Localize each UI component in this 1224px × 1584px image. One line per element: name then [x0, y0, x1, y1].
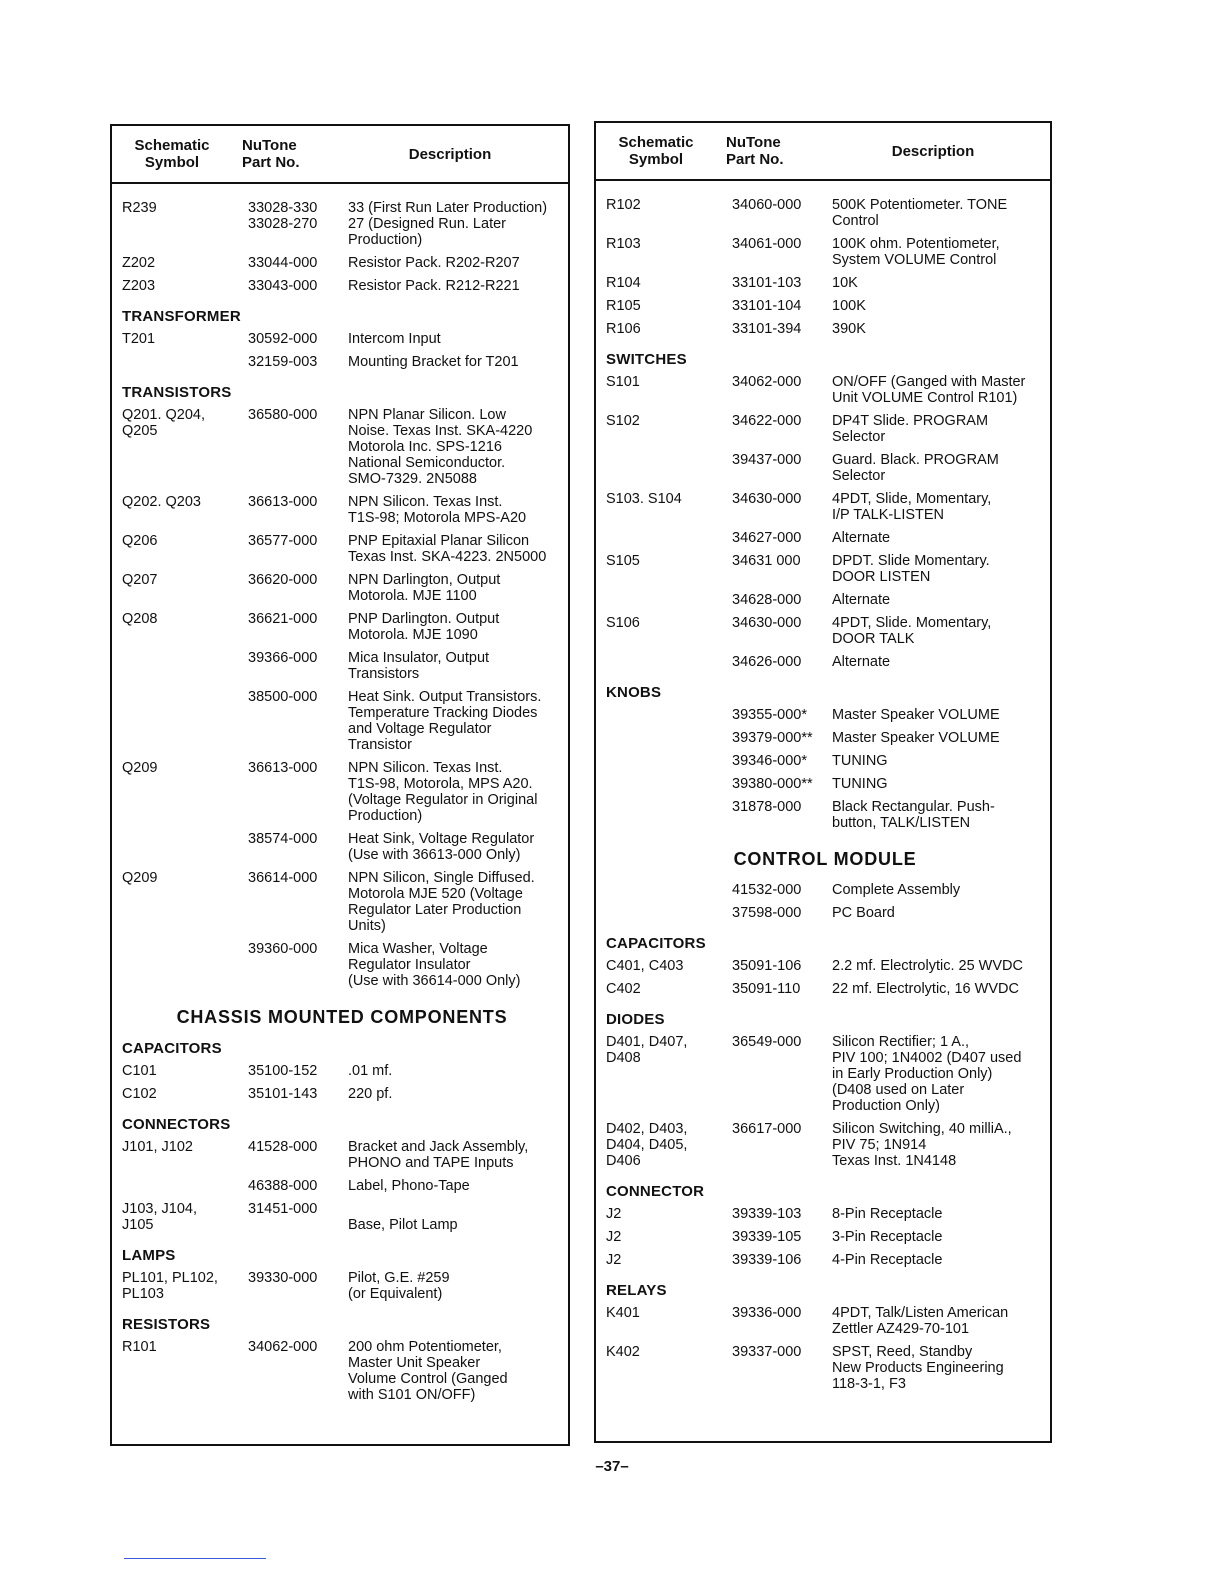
- rows-top: [122, 200, 562, 294]
- section-diodes: DIODES: [606, 1011, 665, 1028]
- parts-table-left: [110, 124, 570, 1446]
- schematic-symbol: Q201. Q204, Q205: [122, 407, 206, 439]
- chassis-mounted-title: CHASSIS MOUNTED COMPONENTS: [176, 1007, 508, 1027]
- table-row: [122, 200, 562, 248]
- rows-knobs: [606, 707, 1044, 831]
- description: 2.2 mf. Electrolytic. 25 WVDC: [832, 958, 1023, 974]
- part-number: 36620-000: [248, 572, 318, 588]
- footnote-divider: [124, 1558, 266, 1559]
- table-row: [606, 799, 1044, 831]
- table-row: [606, 1206, 1044, 1222]
- description: 4PDT, Slide. Momentary, DOOR TALK: [832, 615, 992, 647]
- rows-resistors: [122, 1339, 562, 1403]
- part-number: 39339-106: [732, 1252, 802, 1268]
- description: Alternate: [832, 530, 891, 546]
- part-number: 38500-000: [248, 689, 318, 705]
- table-row: [606, 958, 1044, 974]
- header-schematic-symbol: Schematic Symbol: [134, 137, 210, 171]
- part-number: 38574-000: [248, 831, 318, 847]
- section-connector: CONNECTOR: [606, 1183, 705, 1200]
- description: PNP Epitaxial Planar Silicon Texas Inst. SKA-4223. 2N5000: [348, 533, 547, 565]
- part-number: 32159-003: [248, 354, 318, 370]
- table-row: [122, 1201, 562, 1233]
- description: Intercom Input: [348, 331, 441, 347]
- section-transformer: TRANSFORMER: [122, 308, 241, 325]
- part-number: 34630-000: [732, 491, 802, 507]
- table-row: [606, 654, 1044, 670]
- description: Complete Assembly: [832, 882, 961, 898]
- part-number: 34062-000: [248, 1339, 318, 1355]
- description: 390K: [832, 321, 866, 337]
- description: PC Board: [832, 905, 895, 921]
- table-row: [606, 1034, 1044, 1114]
- rows-connectors: [122, 1139, 562, 1233]
- header-part-no: NuTone Part No.: [242, 137, 300, 171]
- table-row: [122, 760, 562, 824]
- part-number: 33043-000: [248, 278, 318, 294]
- description: Heat Sink, Voltage Regulator (Use with 36613-000 Only): [348, 831, 535, 863]
- part-number: 34626-000: [732, 654, 802, 670]
- section-capacitors: CAPACITORS: [606, 935, 706, 952]
- section-transistors: TRANSISTORS: [122, 384, 232, 401]
- table-row: [606, 452, 1044, 484]
- rows-top: [606, 197, 1044, 337]
- table-row: [122, 1063, 562, 1079]
- part-number: 46388-000: [248, 1178, 318, 1194]
- part-number: 31451-000: [248, 1201, 318, 1217]
- schematic-symbol: [606, 776, 732, 792]
- description: Guard. Black. PROGRAM Selector: [832, 452, 999, 484]
- part-number: 39366-000: [248, 650, 318, 666]
- header-description: Description: [408, 145, 492, 163]
- table-row: [122, 1086, 562, 1102]
- schematic-symbol: S102: [606, 413, 640, 429]
- table-row: [606, 981, 1044, 997]
- table-row: [606, 236, 1044, 268]
- description: Mica Insulator, Output Transistors: [348, 650, 490, 682]
- schematic-symbol: [122, 650, 248, 682]
- description: PNP Darlington. Output Motorola. MJE 1090: [348, 611, 500, 643]
- description: 100K: [832, 298, 866, 314]
- table-row: [606, 197, 1044, 229]
- part-number: 34062-000: [732, 374, 802, 390]
- section-capacitors: CAPACITORS: [122, 1040, 222, 1057]
- table-row: [122, 1270, 562, 1302]
- table-row: [122, 278, 562, 294]
- table-row: [122, 494, 562, 526]
- schematic-symbol: Z203: [122, 278, 156, 294]
- part-number: 39346-000*: [732, 753, 807, 769]
- section-switches: SWITCHES: [606, 351, 687, 368]
- table-row: [606, 753, 1044, 769]
- schematic-symbol: D401, D407, D408: [606, 1034, 688, 1066]
- table-row: [122, 1339, 562, 1403]
- part-number: 39437-000: [732, 452, 802, 468]
- part-number: 36549-000: [732, 1034, 802, 1050]
- description: 220 pf.: [348, 1086, 393, 1102]
- rows-capacitors: [606, 958, 1044, 997]
- schematic-symbol: Q207: [122, 572, 158, 588]
- part-number: 31878-000: [732, 799, 802, 815]
- schematic-symbol: [606, 753, 732, 769]
- schematic-symbol: [606, 592, 732, 608]
- table-row: [122, 1178, 562, 1194]
- schematic-symbol: R106: [606, 321, 641, 337]
- header-description: Description: [891, 142, 975, 160]
- description: 4PDT, Slide, Momentary, I/P TALK-LISTEN: [832, 491, 992, 523]
- schematic-symbol: [606, 905, 732, 921]
- description: Resistor Pack. R212-R221: [348, 278, 520, 294]
- part-number: 39379-000**: [732, 730, 813, 746]
- table-header: [596, 123, 1050, 181]
- schematic-symbol: Q209: [122, 760, 158, 776]
- table-row: [122, 1139, 562, 1171]
- part-number: 39339-105: [732, 1229, 802, 1245]
- header-part-no: NuTone Part No.: [726, 134, 784, 168]
- description: 4PDT, Talk/Listen American Zettler AZ429-70-101: [832, 1305, 1009, 1337]
- part-number: 34060-000: [732, 197, 802, 213]
- description: NPN Silicon. Texas Inst. T1S-98; Motorola MPS-A20: [348, 494, 527, 526]
- rows-diodes: [606, 1034, 1044, 1169]
- description: 8-Pin Receptacle: [832, 1206, 943, 1222]
- schematic-symbol: [606, 707, 732, 723]
- table-row: [122, 611, 562, 643]
- table-row: [606, 707, 1044, 723]
- rows-transistors: [122, 407, 562, 989]
- schematic-symbol: [122, 1178, 248, 1194]
- part-number: 39330-000: [248, 1270, 318, 1286]
- schematic-symbol: C101: [122, 1063, 157, 1079]
- part-number: 41528-000: [248, 1139, 318, 1155]
- schematic-symbol: [606, 654, 732, 670]
- parts-table-right: [594, 121, 1052, 1443]
- part-number: 34628-000: [732, 592, 802, 608]
- table-row: [122, 689, 562, 753]
- part-number: 39380-000**: [732, 776, 813, 792]
- part-number: 34622-000: [732, 413, 802, 429]
- section-resistors: RESISTORS: [122, 1316, 211, 1333]
- part-number: 36617-000: [732, 1121, 802, 1137]
- header-schematic-symbol: Schematic Symbol: [618, 134, 694, 168]
- description: Alternate: [832, 654, 891, 670]
- table-row: [606, 374, 1044, 406]
- schematic-symbol: D402, D403, D404, D405, D406: [606, 1121, 688, 1169]
- table-row: [122, 255, 562, 271]
- part-number: 35100-152: [248, 1063, 318, 1079]
- table-row: [606, 413, 1044, 445]
- description: 100K ohm. Potentiometer, System VOLUME Control: [832, 236, 1000, 268]
- schematic-symbol: J103, J104, J105: [122, 1201, 197, 1233]
- table-row: [606, 1252, 1044, 1268]
- section-knobs: KNOBS: [606, 684, 662, 701]
- control-module-title: CONTROL MODULE: [733, 849, 917, 869]
- schematic-symbol: R102: [606, 197, 641, 213]
- description: 3-Pin Receptacle: [832, 1229, 943, 1245]
- schematic-symbol: [606, 882, 732, 898]
- schematic-symbol: [122, 354, 248, 370]
- schematic-symbol: [606, 730, 732, 746]
- description: Silicon Switching, 40 milliA., PIV 75; 1N914 Texas Inst. 1N4148: [832, 1121, 1012, 1169]
- schematic-symbol: R104: [606, 275, 641, 291]
- part-number: 36613-000: [248, 494, 318, 510]
- description: DPDT. Slide Momentary. DOOR LISTEN: [832, 553, 990, 585]
- part-number: 34630-000: [732, 615, 802, 631]
- part-number: 36580-000: [248, 407, 318, 423]
- schematic-symbol: Q209: [122, 870, 158, 886]
- table-row: [122, 941, 562, 989]
- rows-connector: [606, 1206, 1044, 1268]
- schematic-symbol: R103: [606, 236, 641, 252]
- description: Alternate: [832, 592, 891, 608]
- part-number: 36613-000: [248, 760, 318, 776]
- part-number: 39339-103: [732, 1206, 802, 1222]
- description: Master Speaker VOLUME: [832, 730, 1000, 746]
- schematic-symbol: Q202. Q203: [122, 494, 201, 510]
- part-number: 37598-000: [732, 905, 802, 921]
- description: DP4T Slide. PROGRAM Selector: [832, 413, 989, 445]
- table-header: [112, 126, 568, 184]
- table-row: [122, 870, 562, 934]
- part-number: 33101-104: [732, 298, 802, 314]
- part-number: 33044-000: [248, 255, 318, 271]
- table-row: [606, 553, 1044, 585]
- table-row: [606, 776, 1044, 792]
- schematic-symbol: R105: [606, 298, 641, 314]
- schematic-symbol: J2: [606, 1229, 622, 1245]
- table-row: [606, 730, 1044, 746]
- description: 4-Pin Receptacle: [832, 1252, 943, 1268]
- description: Mounting Bracket for T201: [348, 354, 519, 370]
- table-row: [122, 650, 562, 682]
- description: Resistor Pack. R202-R207: [348, 255, 520, 271]
- description: 500K Potentiometer. TONE Control: [832, 197, 1008, 229]
- part-number: 33028-330 33028-270: [248, 200, 318, 232]
- table-row: [606, 615, 1044, 647]
- description: TUNING: [832, 776, 888, 792]
- description: NPN Silicon. Texas Inst. T1S-98, Motorola, MPS A20. (Voltage Regulator in Original Production): [348, 760, 538, 824]
- table-row: [122, 407, 562, 487]
- schematic-symbol: [606, 799, 732, 831]
- description: Mica Washer, Voltage Regulator Insulator (Use with 36614-000 Only): [348, 941, 521, 989]
- schematic-symbol: PL101, PL102, PL103: [122, 1270, 218, 1302]
- schematic-symbol: [606, 530, 732, 546]
- schematic-symbol: [606, 452, 732, 484]
- part-number: 30592-000: [248, 331, 318, 347]
- description: Label, Phono-Tape: [348, 1178, 470, 1194]
- schematic-symbol: Q206: [122, 533, 158, 549]
- description: .01 mf.: [348, 1063, 393, 1079]
- page-number: –37–: [595, 1458, 629, 1475]
- part-number: 39337-000: [732, 1344, 802, 1360]
- schematic-symbol: Z202: [122, 255, 156, 271]
- description: NPN Silicon, Single Diffused. Motorola MJE 520 (Voltage Regulator Later Production Units): [348, 870, 535, 934]
- part-number: 35091-110: [732, 981, 801, 997]
- section-connectors: CONNECTORS: [122, 1116, 231, 1133]
- part-number: 34061-000: [732, 236, 802, 252]
- description: TUNING: [832, 753, 888, 769]
- description: Master Speaker VOLUME: [832, 707, 1000, 723]
- schematic-symbol: [122, 831, 248, 863]
- table-row: [606, 592, 1044, 608]
- rows-relays: [606, 1305, 1044, 1392]
- table-body: [112, 184, 568, 1403]
- table-row: [606, 1344, 1044, 1392]
- description: 10K: [832, 275, 858, 291]
- description: Black Rectangular. Push- button, TALK/LISTEN: [832, 799, 995, 831]
- part-number: 34631 000: [732, 553, 801, 569]
- schematic-symbol: R239: [122, 200, 157, 216]
- part-number: 36614-000: [248, 870, 318, 886]
- description: NPN Planar Silicon. Low Noise. Texas Inst. SKA-4220 Motorola Inc. SPS-1216 National Semiconductor. SMO-7329. 2N5088: [348, 407, 533, 487]
- part-number: 36621-000: [248, 611, 318, 627]
- schematic-symbol: J101, J102: [122, 1139, 193, 1155]
- rows-lamps: [122, 1270, 562, 1302]
- part-number: 39355-000*: [732, 707, 807, 723]
- schematic-symbol: K401: [606, 1305, 640, 1321]
- schematic-symbol: Q208: [122, 611, 158, 627]
- schematic-symbol: R101: [122, 1339, 157, 1355]
- part-number: 36577-000: [248, 533, 318, 549]
- table-row: [122, 533, 562, 565]
- table-row: [606, 1229, 1044, 1245]
- schematic-symbol: C402: [606, 981, 641, 997]
- schematic-symbol: K402: [606, 1344, 640, 1360]
- schematic-symbol: S103. S104: [606, 491, 682, 507]
- description: Bracket and Jack Assembly, PHONO and TAPE Inputs: [348, 1139, 529, 1171]
- schematic-symbol: J2: [606, 1206, 622, 1222]
- schematic-symbol: C102: [122, 1086, 157, 1102]
- part-number: 35091-106: [732, 958, 802, 974]
- part-number: 35101-143: [248, 1086, 318, 1102]
- description: 200 ohm Potentiometer, Master Unit Speaker Volume Control (Ganged with S101 ON/OFF): [348, 1339, 508, 1403]
- schematic-symbol: [122, 689, 248, 753]
- table-row: [606, 530, 1044, 546]
- table-row: [122, 331, 562, 347]
- table-row: [122, 831, 562, 863]
- part-number: 33101-394: [732, 321, 802, 337]
- description: 22 mf. Electrolytic, 16 WVDC: [832, 981, 1019, 997]
- table-row: [606, 321, 1044, 337]
- part-number: 39336-000: [732, 1305, 802, 1321]
- table-row: [122, 572, 562, 604]
- description: Pilot, G.E. #259 (or Equivalent): [348, 1270, 450, 1302]
- description: NPN Darlington, Output Motorola. MJE 1100: [348, 572, 501, 604]
- table-row: [122, 354, 562, 370]
- schematic-symbol: T201: [122, 331, 156, 347]
- part-number: 34627-000: [732, 530, 802, 546]
- part-number: 39360-000: [248, 941, 318, 957]
- description: Silicon Rectifier; 1 A., PIV 100; 1N4002 (D407 used in Early Production Only) (D408 used on Later Production Only): [832, 1034, 1022, 1114]
- description: Heat Sink. Output Transistors. Temperature Tracking Diodes and Voltage Regulator Transistor: [348, 689, 542, 753]
- table-row: [606, 491, 1044, 523]
- rows-switches: [606, 374, 1044, 670]
- rows-transformer: [122, 331, 562, 370]
- table-row: [606, 1305, 1044, 1337]
- description: ON/OFF (Ganged with Master Unit VOLUME Control R101): [832, 374, 1026, 406]
- description: SPST, Reed, Standby New Products Engineering 118-3-1, F3: [832, 1344, 1004, 1392]
- schematic-symbol: C401, C403: [606, 958, 684, 974]
- schematic-symbol: S106: [606, 615, 640, 631]
- table-row: [606, 298, 1044, 314]
- schematic-symbol: [122, 941, 248, 989]
- rows-capacitors: [122, 1063, 562, 1102]
- table-row: [606, 882, 1044, 898]
- rows-control-module: [606, 882, 1044, 921]
- table-body: [596, 181, 1050, 1392]
- part-number: 41532-000: [732, 882, 802, 898]
- part-number: 33101-103: [732, 275, 802, 291]
- section-lamps: LAMPS: [122, 1247, 176, 1264]
- table-row: [606, 275, 1044, 291]
- description: Base, Pilot Lamp: [348, 1217, 458, 1233]
- schematic-symbol: J2: [606, 1252, 622, 1268]
- table-row: [606, 905, 1044, 921]
- section-relays: RELAYS: [606, 1282, 667, 1299]
- schematic-symbol: S105: [606, 553, 640, 569]
- schematic-symbol: S101: [606, 374, 640, 390]
- table-row: [606, 1121, 1044, 1169]
- description: 33 (First Run Later Production) 27 (Designed Run. Later Production): [348, 200, 548, 248]
